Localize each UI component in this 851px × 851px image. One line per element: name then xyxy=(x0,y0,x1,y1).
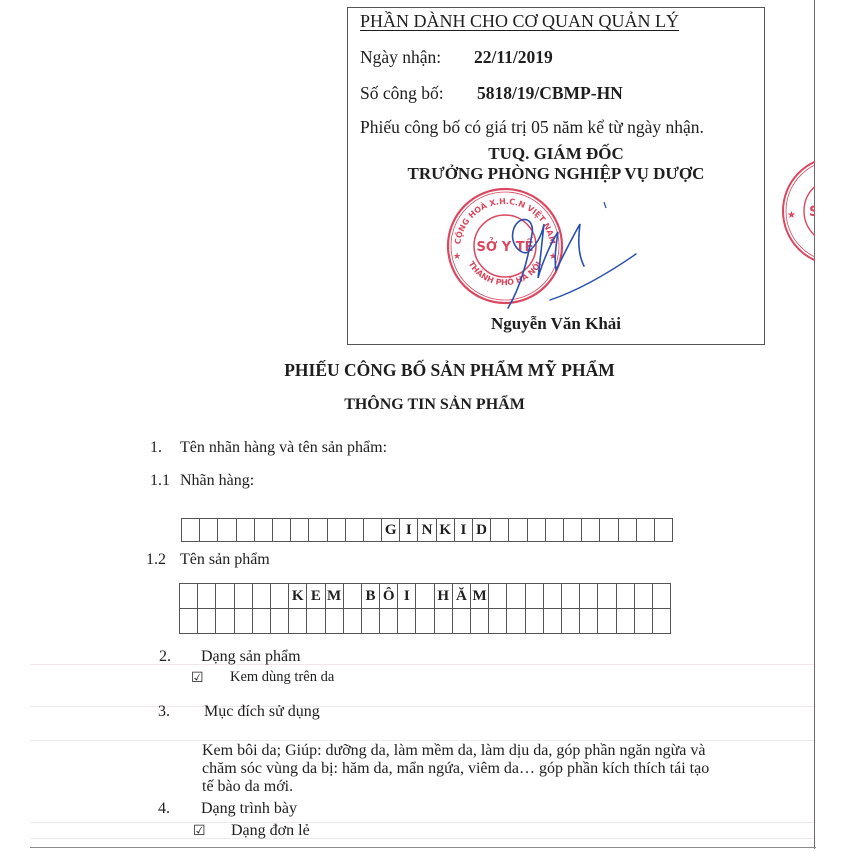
letter-cell xyxy=(236,519,254,542)
letter-cell xyxy=(270,584,288,609)
letter-cell xyxy=(345,519,363,542)
letter-cell xyxy=(525,584,543,609)
presentation-form-option: Dạng đơn lẻ xyxy=(231,822,310,839)
letter-cell xyxy=(198,584,216,609)
seal-center-text: SỞ Y TẾ xyxy=(476,240,534,255)
letter-cell xyxy=(507,584,525,609)
letter-cell xyxy=(452,609,470,634)
usage-purpose-line-2: chăm sóc vùng da bị: hăm da, mẩn ngứa, viêm da… góp phần kích thích tái tạo xyxy=(202,760,710,777)
section-1-label: Tên nhãn hàng và tên sản phẩm: xyxy=(180,439,388,456)
received-date-label: Ngày nhận: xyxy=(360,47,442,67)
letter-cell xyxy=(343,584,361,609)
letter-cell xyxy=(234,609,252,634)
letter-cell xyxy=(580,609,598,634)
letter-cell xyxy=(307,609,325,634)
letter-cell xyxy=(636,519,654,542)
scan-line xyxy=(30,838,815,839)
section-2-label: Dạng sản phẩm xyxy=(201,648,301,665)
letter-cell xyxy=(434,609,452,634)
letter-cell xyxy=(218,519,236,542)
letter-cell xyxy=(491,519,509,542)
letter-cell xyxy=(343,609,361,634)
letter-cell: K xyxy=(436,519,454,542)
letter-cell xyxy=(561,584,579,609)
announcement-no-label: Số công bố: xyxy=(360,83,444,103)
letter-cell: B xyxy=(361,584,379,609)
section-3-number: 3. xyxy=(158,703,170,720)
page-edge xyxy=(814,0,815,849)
section-3-label: Mục đích sử dụng xyxy=(204,703,320,720)
usage-purpose-line-1: Kem bôi da; Giúp: dưỡng da, làm mềm da, làm dịu da, góp phần ngăn ngừa và xyxy=(202,742,706,759)
letter-cell xyxy=(198,609,216,634)
seal-bottom-text: THÀNH PHỐ HÀ NỘI xyxy=(466,259,544,288)
letter-cell xyxy=(561,609,579,634)
letter-cell xyxy=(489,609,507,634)
signatory-title-1: TUQ. GIÁM ĐỐC xyxy=(488,144,624,163)
letter-cell xyxy=(289,609,307,634)
letter-cell xyxy=(471,609,489,634)
letter-cell xyxy=(361,609,379,634)
brand-name-grid xyxy=(181,518,673,542)
section-1-number: 1. xyxy=(150,439,162,456)
usage-purpose-line-3: tế bào da mới. xyxy=(202,778,294,795)
letter-cell xyxy=(363,519,381,542)
letter-cell: I xyxy=(454,519,472,542)
letter-cell xyxy=(582,519,600,542)
seal-star-icon: ★ xyxy=(453,251,462,261)
partial-seal xyxy=(781,152,820,270)
letter-cell xyxy=(416,609,434,634)
received-date-value: 22/11/2019 xyxy=(474,47,553,67)
signature xyxy=(480,196,640,314)
letter-cell: M xyxy=(325,584,343,609)
letter-cell xyxy=(489,584,507,609)
letter-cell xyxy=(618,519,636,542)
letter-cell xyxy=(252,609,270,634)
section-4-number: 4. xyxy=(158,800,170,817)
letter-cell xyxy=(234,584,252,609)
letter-cell: E xyxy=(307,584,325,609)
scan-line xyxy=(30,664,815,665)
letter-cell xyxy=(616,609,634,634)
page-edge xyxy=(30,847,816,848)
letter-cell xyxy=(380,609,398,634)
validity-note: Phiếu công bố có giá trị 05 năm kể từ ngày nhận. xyxy=(360,117,704,137)
letter-cell xyxy=(416,584,434,609)
letter-cell: G xyxy=(382,519,400,542)
letter-cell xyxy=(600,519,618,542)
official-box-title: PHẦN DÀNH CHO CƠ QUAN QUẢN LÝ xyxy=(360,11,679,31)
letter-cell xyxy=(598,584,616,609)
letter-cell: Ô xyxy=(380,584,398,609)
document-subtitle: THÔNG TIN SẢN PHẨM xyxy=(344,396,525,413)
letter-cell xyxy=(545,519,563,542)
document-title: PHIẾU CÔNG BỐ SẢN PHẨM MỸ PHẨM xyxy=(284,360,615,380)
letter-cell xyxy=(180,584,198,609)
product-form-option: Kem dùng trên da xyxy=(230,669,335,685)
product-name-label: Tên sản phẩm xyxy=(180,551,270,568)
scan-line xyxy=(30,822,815,823)
checkbox-checked-icon[interactable]: ☑ xyxy=(193,824,206,839)
letter-cell xyxy=(598,609,616,634)
brand-label: Nhãn hàng: xyxy=(180,472,255,489)
letter-cell xyxy=(527,519,545,542)
letter-cell xyxy=(543,609,561,634)
letter-cell xyxy=(327,519,345,542)
svg-text:★: ★ xyxy=(787,210,796,221)
letter-cell xyxy=(270,609,288,634)
section-4-label: Dạng trình bày xyxy=(201,800,297,817)
scan-line xyxy=(30,706,815,707)
letter-cell xyxy=(634,584,652,609)
letter-cell xyxy=(398,609,416,634)
announcement-no-value: 5818/19/CBMP-HN xyxy=(477,83,623,103)
letter-cell xyxy=(563,519,581,542)
letter-cell xyxy=(509,519,527,542)
letter-cell: D xyxy=(473,519,491,542)
letter-cell xyxy=(291,519,309,542)
signer-name: Nguyễn Văn Khải xyxy=(490,314,622,333)
letter-cell xyxy=(182,519,200,542)
letter-cell xyxy=(216,609,234,634)
letter-cell: K xyxy=(289,584,307,609)
scan-line xyxy=(30,740,815,741)
letter-cell xyxy=(634,609,652,634)
letter-cell: H xyxy=(434,584,452,609)
product-name-grid xyxy=(179,583,671,634)
seal-top-text: CỘNG HOÀ X.H.C.N VIỆT NAM xyxy=(453,196,557,245)
letter-cell xyxy=(325,609,343,634)
svg-text:S: S xyxy=(809,204,820,220)
letter-cell xyxy=(216,584,234,609)
letter-cell xyxy=(254,519,272,542)
letter-cell xyxy=(525,609,543,634)
letter-cell xyxy=(309,519,327,542)
section-1-2-number: 1.2 xyxy=(146,551,166,568)
letter-cell: Ă xyxy=(452,584,470,609)
letter-cell xyxy=(616,584,634,609)
signatory-title-2: TRƯỞNG PHÒNG NGHIỆP VỤ DƯỢC xyxy=(407,164,705,183)
letter-cell: M xyxy=(471,584,489,609)
section-2-number: 2. xyxy=(159,648,171,665)
letter-cell xyxy=(200,519,218,542)
letter-cell xyxy=(507,609,525,634)
letter-cell: N xyxy=(418,519,436,542)
section-1-1-number: 1.1 xyxy=(150,472,170,489)
letter-cell xyxy=(654,519,672,542)
letter-cell xyxy=(272,519,290,542)
letter-cell: I xyxy=(398,584,416,609)
letter-cell xyxy=(252,584,270,609)
letter-cell: I xyxy=(400,519,418,542)
letter-cell xyxy=(543,584,561,609)
letter-cell xyxy=(580,584,598,609)
letter-cell xyxy=(180,609,198,634)
letter-cell xyxy=(652,584,670,609)
seal-star-icon: ★ xyxy=(549,251,558,261)
checkbox-checked-icon[interactable]: ☑ xyxy=(191,671,204,686)
letter-cell xyxy=(652,609,670,634)
